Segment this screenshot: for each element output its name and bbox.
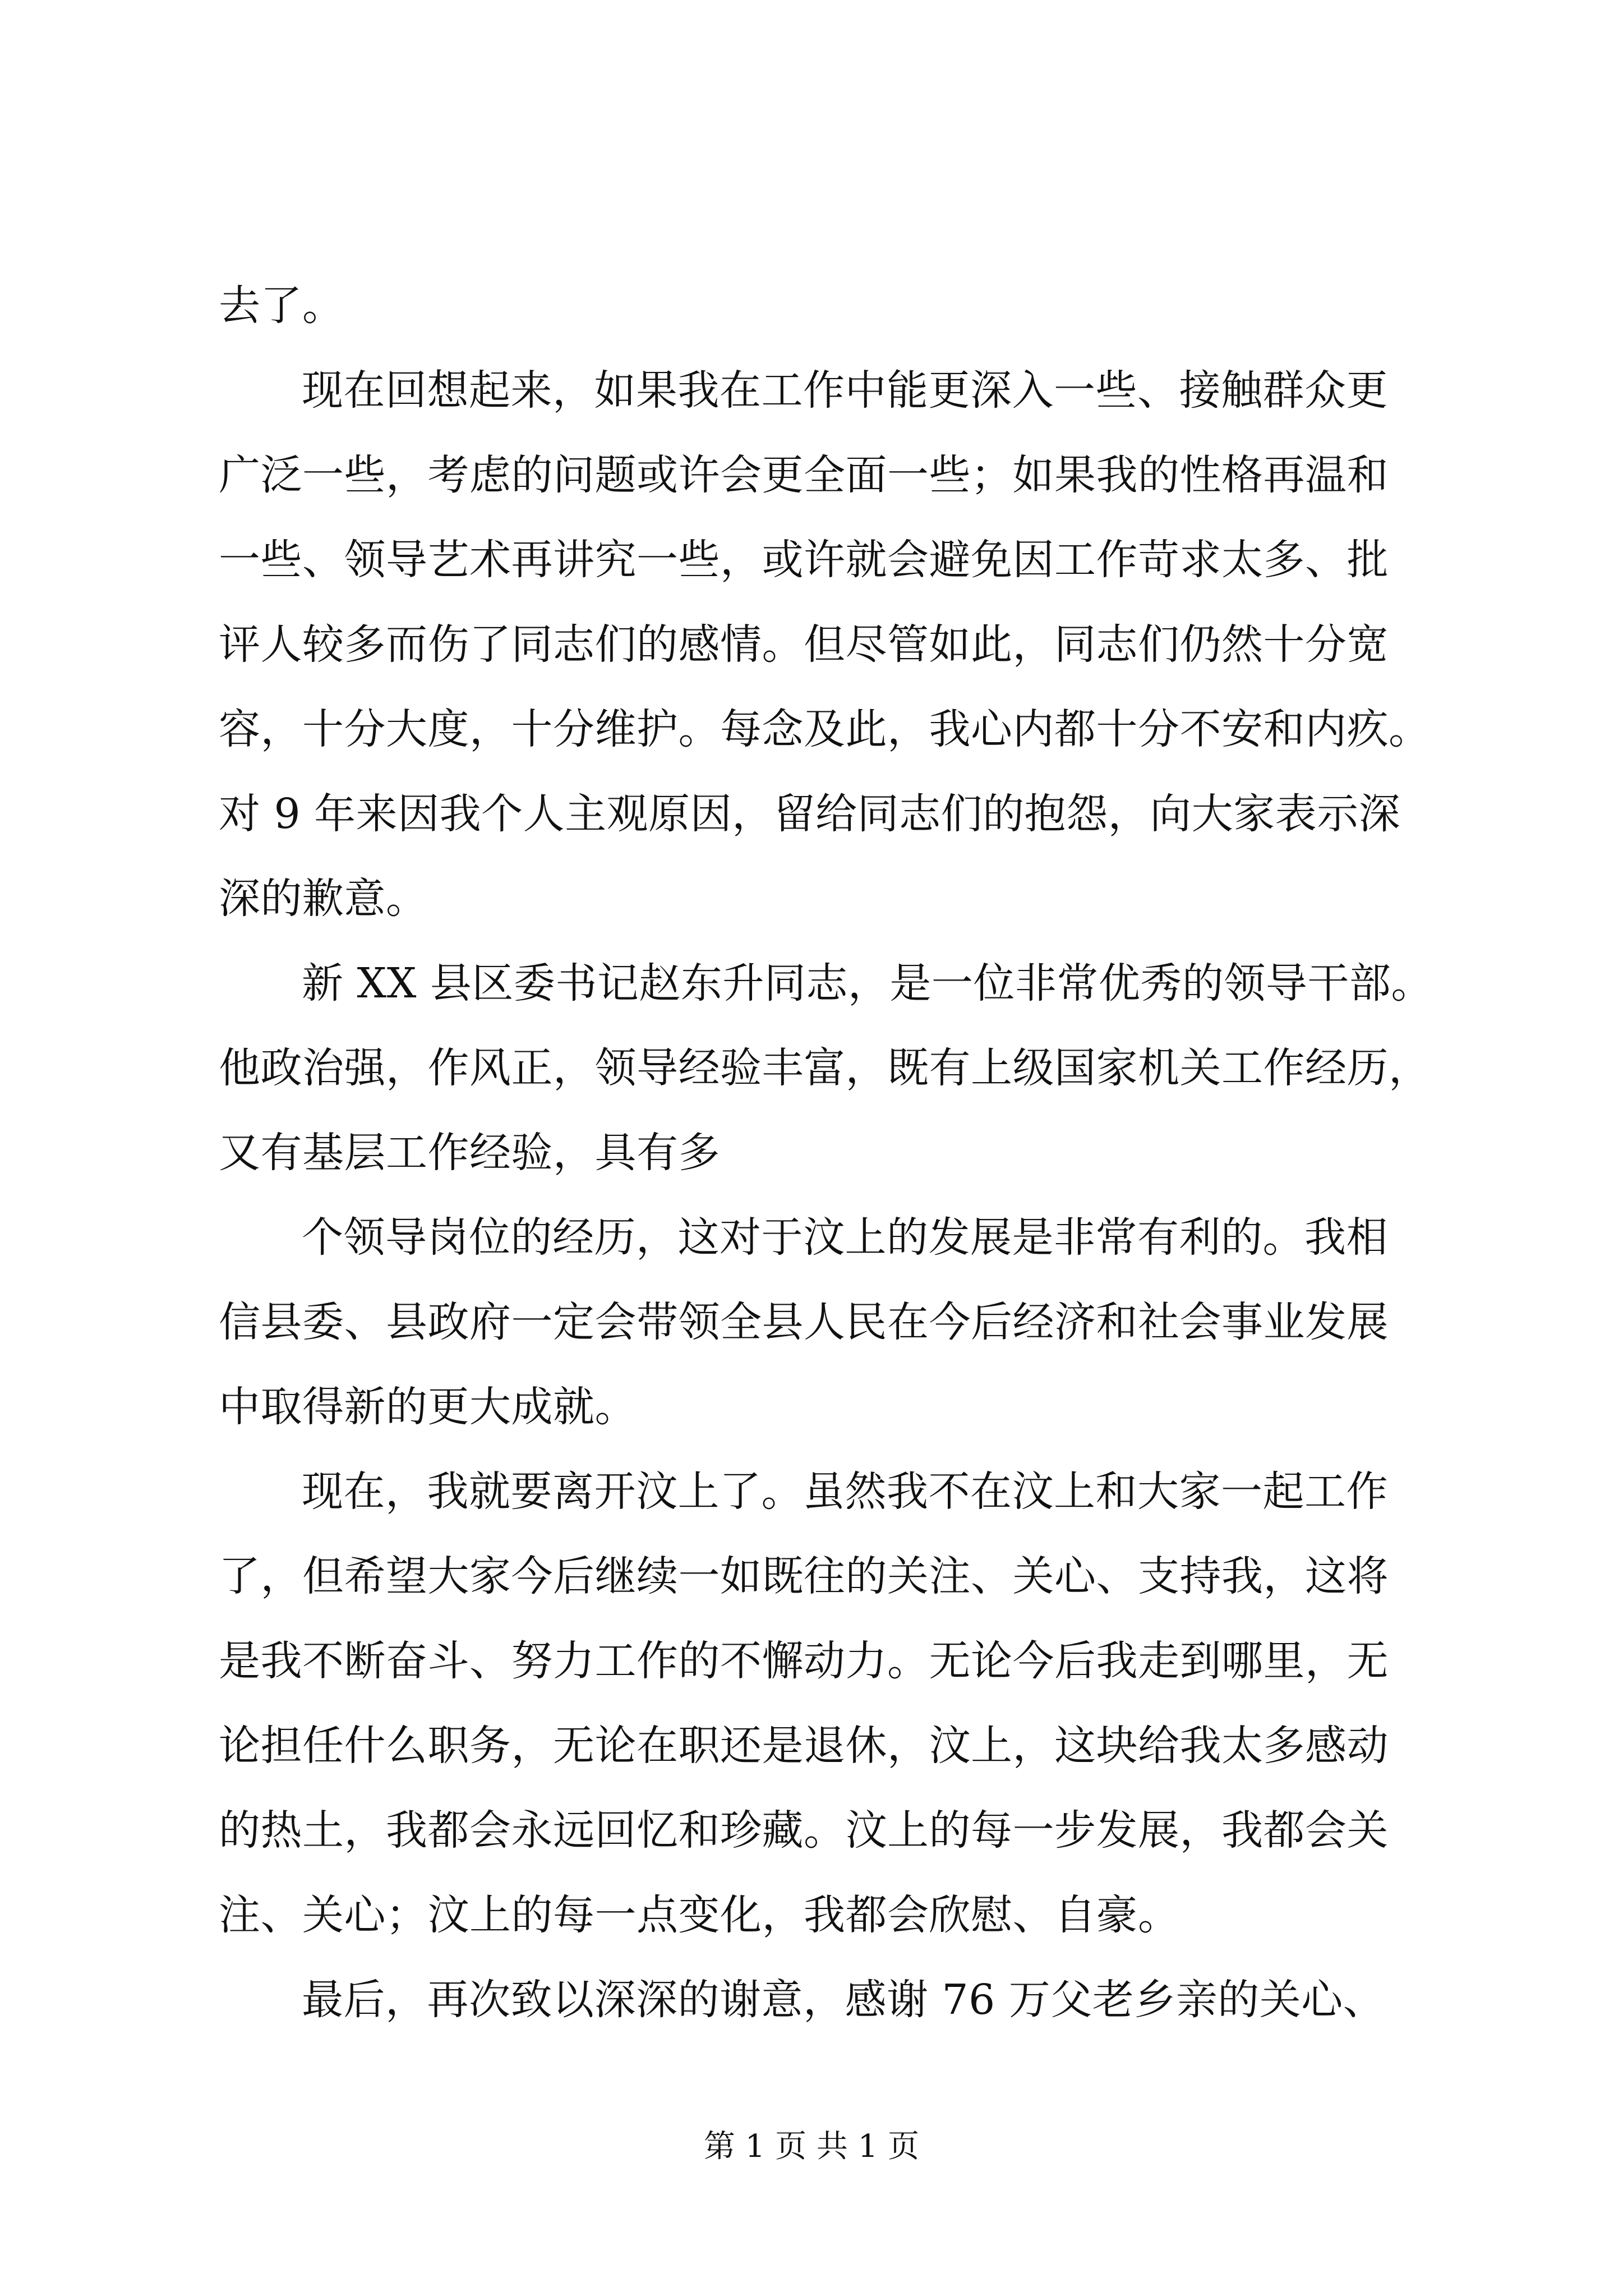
text-line: 广泛一些，考虑的问题或许会更全面一些；如果我的性格再温和 — [219, 451, 1389, 499]
text-line: 新 XX 县区委书记赵东升同志，是一位非常优秀的领导干部。 — [302, 959, 1433, 1007]
text-line: 了，但希望大家今后继续一如既往的关注、关心、支持我，这将 — [219, 1552, 1389, 1600]
text-line: 论担任什么职务，无论在职还是退休，汶上，这块给我太多感动 — [219, 1722, 1389, 1770]
text-line: 是我不断奋斗、努力工作的不懈动力。无论今后我走到哪里，无 — [219, 1637, 1389, 1685]
text-line: 个领导岗位的经历，这对于汶上的发展是非常有利的。我相 — [302, 1213, 1388, 1262]
text-line: 评人较多而伤了同志们的感情。但尽管如此，同志们仍然十分宽 — [219, 620, 1389, 669]
text-line: 去了。 — [219, 282, 344, 330]
text-line: 现在回想起来，如果我在工作中能更深入一些、接触群众更 — [302, 366, 1388, 415]
text-line: 他政治强，作风正，领导经验丰富，既有上级国家机关工作经历， — [219, 1044, 1431, 1092]
text-line: 一些、领导艺术再讲究一些，或许就会避免因工作苛求太多、批 — [219, 536, 1389, 584]
text-line: 深的歉意。 — [219, 875, 428, 923]
text-line: 容，十分大度，十分维护。每念及此，我心内都十分不安和内疚。 — [219, 705, 1431, 753]
text-line: 信县委、县政府一定会带领全县人民在今后经济和社会事业发展 — [219, 1298, 1389, 1346]
text-line: 又有基层工作经验，具有多 — [219, 1129, 720, 1177]
text-line: 的热土，我都会永远回忆和珍藏。汶上的每一步发展，我都会关 — [219, 1806, 1389, 1855]
text-line: 注、关心；汶上的每一点变化，我都会欣慰、自豪。 — [219, 1891, 1180, 1939]
document-body — [219, 264, 1433, 2042]
page-footer: 第 1 页 共 1 页 — [703, 2128, 920, 2165]
text-line: 现在，我就要离开汶上了。虽然我不在汶上和大家一起工作 — [302, 1467, 1388, 1516]
text-line: 最后，再次致以深深的谢意，感谢 76 万父老乡亲的关心、 — [302, 1976, 1385, 2024]
text-line: 对 9 年来因我个人主观原因，留给同志们的抱怨，向大家表示深 — [219, 790, 1401, 838]
text-line: 中取得新的更大成就。 — [219, 1383, 637, 1431]
